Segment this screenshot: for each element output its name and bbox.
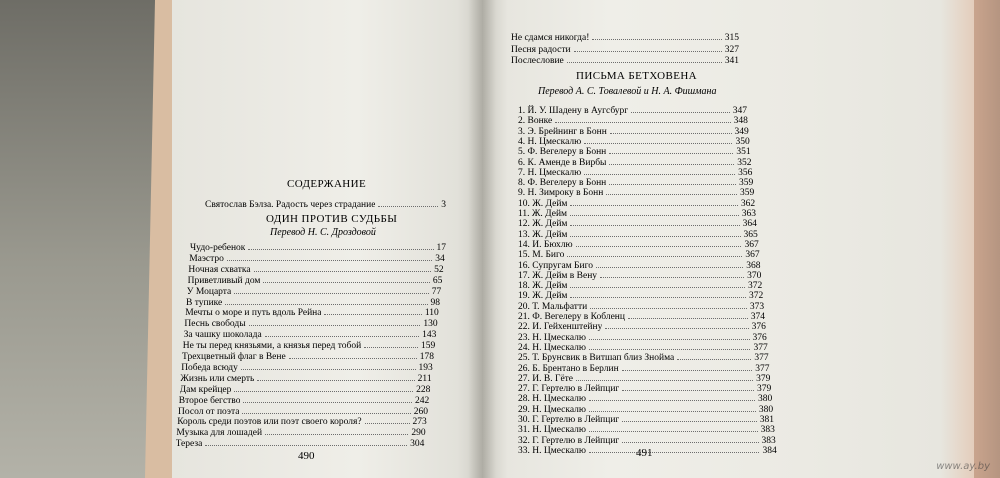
entry-title: 30. Г. Гертелю в Лейпциг [518, 415, 620, 425]
entry-page: 260 [413, 406, 428, 417]
dot-leader [570, 217, 739, 226]
dot-leader [576, 372, 753, 381]
entry-title: В тупике [186, 297, 223, 308]
entry-page: 383 [761, 435, 776, 446]
dot-leader [600, 269, 744, 278]
intro-title: Святослав Бэлза. Радость через страдание [205, 200, 376, 210]
entry-page: 352 [737, 157, 752, 168]
entry-page: 365 [743, 229, 758, 240]
dot-leader [589, 341, 750, 350]
entry-title: Не сдамся никогда! [511, 33, 590, 43]
entry-page: 376 [751, 322, 766, 333]
entry-page: 290 [411, 428, 426, 439]
entry-title: 10. Ж. Дейм [518, 198, 568, 209]
entry-title: Дам крейцер [179, 384, 232, 395]
entry-page: 17 [436, 243, 446, 253]
entry-page: 383 [760, 425, 775, 436]
intro-page: 3 [441, 200, 446, 210]
entry-title: Песнь свободы [184, 319, 246, 330]
entry-page: 356 [738, 167, 753, 178]
entry-page: 363 [741, 209, 756, 219]
entry-title: 21. Ф. Вегелеру в Кобленц [518, 312, 625, 322]
entry-page: 364 [742, 219, 757, 230]
dot-leader [622, 434, 758, 443]
entry-page: 362 [740, 198, 756, 209]
entry-page: 359 [739, 188, 755, 199]
entry-page: 377 [754, 353, 769, 364]
dot-leader [243, 394, 411, 403]
part-title: ОДИН ПРОТИВ СУДЬБЫ [266, 213, 398, 225]
entry-title: 18. Ж. Дейм [518, 281, 568, 292]
entry-title: 6. К. Аменде в Вирбы [518, 157, 607, 168]
dot-leader [589, 444, 759, 453]
entry-page: 367 [744, 239, 759, 250]
dot-leader [570, 228, 740, 237]
entry-page: 34 [435, 253, 445, 264]
entry-title: 28. Н. Цмескалю [518, 394, 587, 405]
entry-title: 4. Н. Цмескалю [518, 136, 582, 147]
entry-page: 77 [431, 286, 442, 297]
entry-page: 228 [416, 384, 431, 395]
dot-leader [365, 415, 410, 424]
entry-page: 348 [733, 116, 748, 127]
contents-heading: СОДЕРЖАНИЕ [287, 178, 367, 190]
entry-page: 376 [752, 332, 767, 343]
entry-page: 372 [748, 281, 763, 292]
entry-title: 13. Ж. Дейм [518, 229, 568, 240]
entry-title: 27. Г. Гертелю в Лейпциг [518, 384, 620, 395]
dot-leader [609, 145, 733, 154]
dot-leader [589, 403, 756, 412]
dot-leader [570, 279, 745, 288]
entry-title: Не ты перед князьями, а князья перед тобой [182, 341, 362, 352]
entry-title: Тереза [175, 439, 203, 450]
entry-title: 31. Н. Цмескалю [518, 425, 587, 436]
entry-title: 7. Н. Цмескалю [518, 167, 582, 178]
entry-title: 27. И. В. Гёте [518, 373, 574, 384]
entry-title: 23. Н. Цмескалю [518, 332, 587, 343]
entry-title: 1. Й. У. Шадену в Аугсбург [518, 106, 629, 116]
entry-title: Маэстро [189, 253, 224, 264]
dot-leader [609, 176, 736, 185]
entry-title: 29. Н. Цмескалю [518, 404, 587, 415]
entry-page: 143 [422, 330, 437, 341]
contents-entry[interactable] [511, 31, 739, 43]
entry-title: Посол от поэта [178, 406, 240, 417]
entry-title: 2. Вонке [518, 116, 553, 127]
entry-title: Песня радости [511, 44, 571, 55]
entry-page: 351 [736, 147, 751, 158]
entry-title: 5. Ф. Вегелеру в Бонн [518, 147, 607, 158]
entry-page: 350 [735, 136, 750, 147]
dot-leader [364, 339, 418, 348]
dot-leader [570, 207, 739, 216]
book-gutter [468, 0, 496, 478]
entry-page: 341 [724, 56, 739, 66]
dot-leader [225, 296, 427, 305]
dot-leader [555, 114, 730, 123]
entry-page: 273 [412, 417, 427, 428]
dot-leader [254, 263, 431, 272]
entry-title: 12. Ж. Дейм [518, 219, 568, 230]
entry-title: За чашку шоколада [183, 330, 262, 341]
watermark: www.ay.by [936, 461, 990, 472]
entry-page: 380 [758, 404, 774, 415]
dot-leader [677, 351, 751, 360]
entry-page: 242 [414, 395, 430, 406]
dot-leader [257, 372, 414, 381]
entry-page: 347 [732, 106, 747, 116]
page-number-left: 490 [298, 450, 315, 462]
entry-title: Послесловие [511, 56, 564, 66]
dot-leader [596, 259, 743, 268]
dot-leader [574, 43, 722, 52]
entry-page: 211 [417, 373, 432, 384]
entry-page: 372 [748, 291, 764, 302]
entry-title: Трехцветный флаг в Вене [182, 352, 286, 362]
dot-leader [610, 125, 732, 134]
entry-title: 9. Н. Зимроку в Бонн [518, 188, 604, 199]
dot-leader [378, 198, 438, 207]
dot-leader [324, 306, 421, 315]
entry-title: 24. Н. Цмескалю [518, 342, 587, 353]
dot-leader [234, 285, 428, 294]
entry-title: 33. Н. Цмескалю [518, 445, 587, 456]
entry-page: 110 [424, 308, 439, 319]
letters-translator: Перевод А. С. Товалевой и Н. А. Фишмана [538, 86, 717, 97]
dot-leader [567, 248, 742, 257]
entry-title: 3. Э. Брейнинг в Бонн [518, 126, 607, 137]
dot-leader [589, 423, 758, 432]
entry-title: 20. Т. Мальфатти [518, 301, 588, 312]
entry-page: 380 [757, 394, 773, 405]
dot-leader [628, 310, 748, 319]
entry-title: Победа всюду [181, 362, 238, 373]
entry-title: 16. Супругам Биго [518, 260, 594, 271]
entry-title: Жизнь или смерть [180, 373, 255, 384]
dot-leader [584, 166, 735, 175]
entry-page: 52 [434, 264, 444, 275]
entry-page: 193 [418, 362, 433, 373]
entry-page: 379 [757, 384, 772, 395]
table-surface [0, 0, 170, 478]
right-page-margin [804, 0, 974, 478]
dot-leader [265, 426, 408, 435]
dot-leader [584, 135, 732, 144]
dot-leader [248, 241, 433, 250]
entry-page: 315 [724, 33, 739, 43]
dot-leader [622, 382, 754, 391]
entry-title: 25. Т. Брунсвик в Витшап близ Знойма [518, 353, 675, 364]
entry-page: 379 [756, 373, 771, 384]
entry-title: Чудо-ребенок [190, 243, 246, 253]
dot-leader [242, 405, 410, 414]
dot-leader [570, 289, 746, 298]
dot-leader [249, 317, 421, 326]
entry-page: 367 [745, 250, 760, 261]
entry-title: Приветливый дом [187, 275, 261, 286]
entry-page: 381 [759, 415, 774, 425]
entry-page: 65 [432, 275, 443, 286]
entry-page: 359 [739, 178, 754, 189]
dot-leader [622, 413, 756, 422]
entry-page: 377 [753, 342, 768, 353]
dot-leader [570, 197, 737, 206]
entry-title: Король среди поэтов или поэт своего короля? [177, 417, 362, 428]
entry-title: 8. Ф. Вегелеру в Бонн [518, 178, 607, 189]
entry-page: 349 [734, 126, 749, 137]
entry-page: 130 [423, 319, 438, 330]
entry-title: Мечты о море и путь вдоль Рейна [185, 308, 322, 319]
entry-title: 17. Ж. Дейм в Вену [518, 270, 598, 281]
entry-page: 377 [755, 363, 770, 374]
intro-entry[interactable] [205, 198, 446, 210]
entry-page: 373 [749, 301, 765, 312]
dot-leader [589, 392, 755, 401]
entry-title: 32. Г. Гертелю в Лейпциг [518, 435, 620, 446]
entry-page: 370 [747, 270, 762, 281]
entry-page: 178 [419, 352, 434, 362]
entry-page: 374 [750, 312, 765, 322]
dot-leader [289, 350, 417, 359]
entry-title: 22. И. Гейхенштейну [518, 322, 603, 333]
part-translator: Перевод Н. С. Дроздовой [270, 227, 376, 238]
entry-title: 11. Ж. Дейм [518, 209, 568, 219]
dot-leader [234, 383, 413, 392]
entry-page: 159 [420, 341, 436, 352]
entry-title: 14. И. Бюхлю [518, 239, 573, 250]
entry-title: Ночная схватка [188, 264, 251, 275]
dot-leader [609, 156, 734, 165]
dot-leader [263, 274, 429, 283]
entry-title: Второе бегство [178, 395, 241, 406]
contents-entry[interactable] [176, 437, 425, 449]
entry-title: 19. Ж. Дейм [518, 291, 568, 302]
dot-leader [631, 104, 730, 113]
letters-heading: ПИСЬМА БЕТХОВЕНА [576, 70, 698, 82]
entry-title: 26. Б. Брентано в Берлин [518, 363, 619, 374]
entry-title: Музыка для лошадей [176, 428, 263, 439]
dot-leader [567, 54, 722, 63]
dot-leader [205, 437, 407, 446]
entry-title: У Моцарта [186, 286, 232, 297]
dot-leader [605, 320, 748, 329]
entry-page: 368 [746, 260, 761, 271]
page-number-right: 491 [636, 447, 653, 459]
dot-leader [265, 328, 419, 337]
dot-leader [589, 331, 750, 340]
contents-entry[interactable] [511, 54, 739, 66]
dot-leader [622, 362, 753, 371]
dot-leader [241, 361, 416, 370]
dot-leader [592, 31, 721, 40]
dot-leader [590, 300, 747, 309]
dot-leader [606, 186, 737, 195]
entry-page: 98 [430, 297, 440, 308]
entry-page: 304 [410, 439, 425, 450]
entry-page: 327 [724, 44, 739, 55]
entry-title: 15. М. Биго [518, 250, 565, 261]
contents-entry[interactable] [511, 43, 739, 55]
dot-leader [227, 252, 432, 261]
dot-leader [576, 238, 742, 247]
entry-page: 384 [762, 445, 777, 456]
